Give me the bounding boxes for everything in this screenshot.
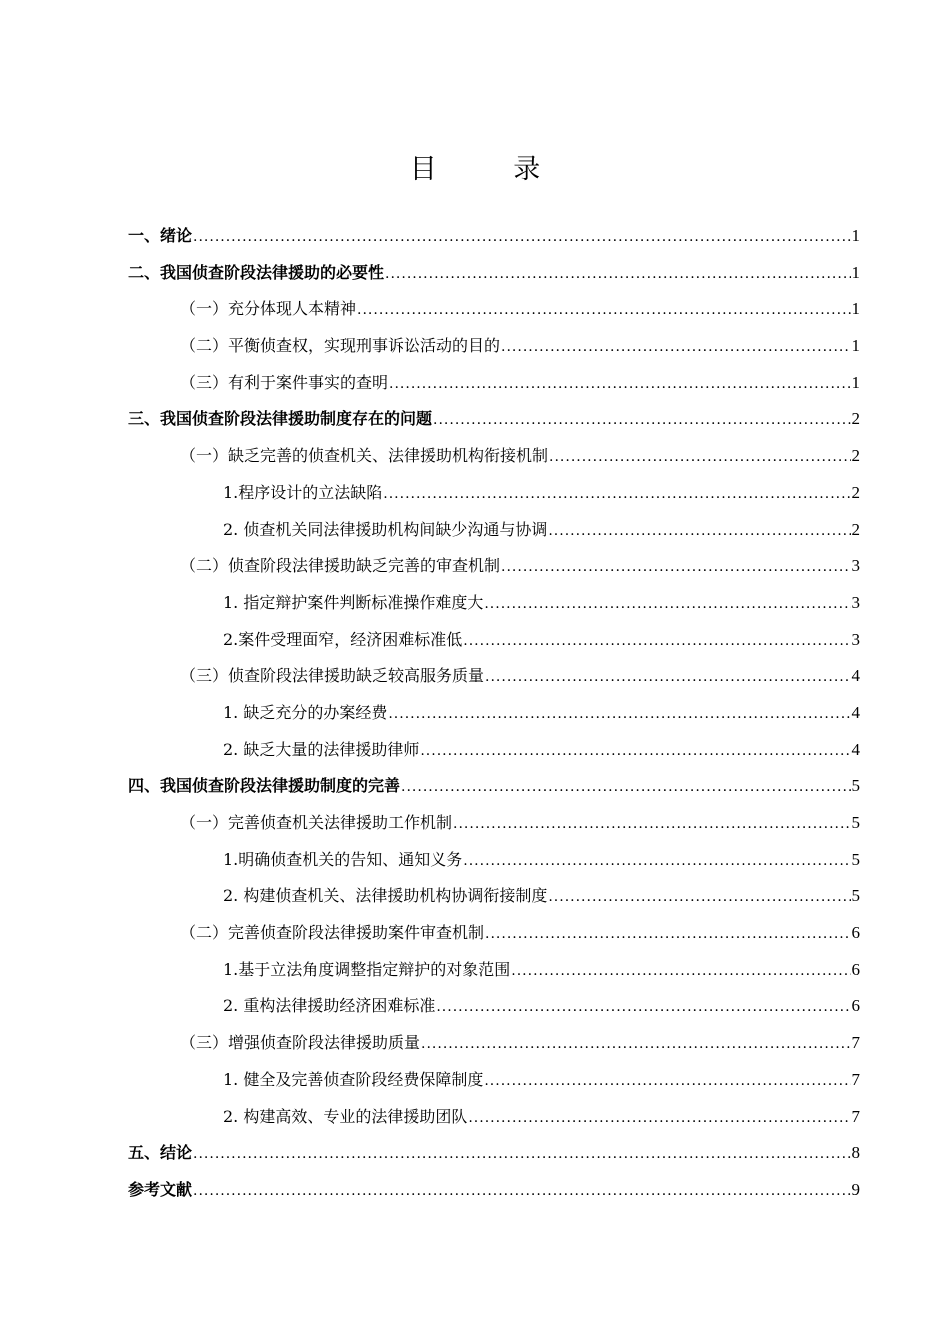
toc-entry-title: （一）缺乏完善的侦查机关、法律援助机构衔接机制 <box>180 446 549 466</box>
toc-entry-title: （一）充分体现人本精神 <box>180 299 357 319</box>
dot-leader <box>548 879 850 916</box>
dot-leader <box>453 806 850 843</box>
toc-entry[interactable] <box>128 695 860 732</box>
toc-entry-title: （二）平衡侦查权，实现刑事诉讼活动的目的 <box>180 336 501 356</box>
toc-entry[interactable] <box>128 438 860 475</box>
toc-entry-title: 2.案件受理面窄，经济困难标准低 <box>223 629 463 649</box>
toc-entry-title: 2. 构建侦查机关、法律援助机构协调衔接制度 <box>223 886 548 906</box>
toc-page-number: 2 <box>851 409 860 429</box>
toc-entry-title: 1.基于立法角度调整指定辩护的对象范围 <box>223 959 511 979</box>
toc-entry-title: 1.明确侦查机关的告知、通知义务 <box>223 849 463 869</box>
toc-page-number: 1 <box>851 262 860 282</box>
toc-entry-title: （三）有利于案件事实的查明 <box>180 372 389 392</box>
toc-entry[interactable] <box>128 585 860 622</box>
toc-entry[interactable] <box>128 365 860 402</box>
toc-entry-title: （三）侦查阶段法律援助缺乏较高服务质量 <box>180 666 485 686</box>
dot-leader <box>436 989 850 1026</box>
dot-leader <box>421 1026 850 1063</box>
toc-page-number: 4 <box>851 739 860 759</box>
toc-entry-title: （二）完善侦查阶段法律援助案件审查机制 <box>180 923 485 943</box>
toc-entry[interactable] <box>128 218 860 255</box>
toc-entry-title: （一）完善侦查机关法律援助工作机制 <box>180 813 453 832</box>
toc-entry-title: 二、我国侦查阶段法律援助的必要性 <box>128 262 385 282</box>
toc-entry[interactable] <box>128 475 860 512</box>
dot-leader <box>463 623 850 660</box>
toc-entry[interactable] <box>128 988 860 1025</box>
page-title: 目 录 <box>409 154 575 185</box>
dot-leader <box>193 219 850 256</box>
toc-entry[interactable] <box>128 512 860 549</box>
dot-leader <box>357 292 850 329</box>
toc-page-number: 3 <box>851 556 860 576</box>
toc-entry[interactable] <box>128 878 860 915</box>
toc-page-number: 5 <box>851 886 860 906</box>
toc-entry[interactable] <box>128 291 860 328</box>
toc-page-number: 2 <box>851 482 860 502</box>
toc-entry-title: 四、我国侦查阶段法律援助制度的完善 <box>128 776 401 796</box>
toc-entry-title: 2. 重构法律援助经济困难标准 <box>223 996 436 1016</box>
toc-entry[interactable] <box>128 1135 860 1172</box>
toc-page-number: 5 <box>851 849 860 869</box>
toc-entry-title: 2. 侦查机关同法律援助机构间缺少沟通与协调 <box>223 519 548 539</box>
toc-page-number: 3 <box>851 592 860 612</box>
toc-entry[interactable] <box>128 548 860 585</box>
toc-page-number: 8 <box>851 1143 860 1163</box>
toc-page-number: 6 <box>851 923 860 943</box>
toc-entry[interactable] <box>128 1062 860 1099</box>
dot-leader <box>388 696 850 733</box>
dot-leader <box>485 916 850 953</box>
table-of-contents <box>128 218 860 1209</box>
toc-page-number: 1 <box>851 336 860 356</box>
dot-leader <box>463 843 850 880</box>
toc-entry[interactable] <box>128 622 860 659</box>
dot-leader <box>193 1136 850 1173</box>
toc-entry[interactable] <box>128 1099 860 1136</box>
dot-leader <box>401 769 850 806</box>
dot-leader <box>389 366 850 403</box>
toc-entry-title: 参考文献 <box>128 1179 193 1199</box>
dot-leader <box>383 476 850 513</box>
toc-page-number: 1 <box>851 299 860 319</box>
dot-leader <box>484 1063 850 1100</box>
dot-leader <box>385 256 850 293</box>
dot-leader <box>468 1100 850 1137</box>
toc-entry-title: 2. 缺乏大量的法律援助律师 <box>223 739 420 759</box>
toc-page-number: 6 <box>851 996 860 1016</box>
toc-page-number: 1 <box>851 372 860 392</box>
toc-entry[interactable] <box>128 658 860 695</box>
toc-entry[interactable] <box>128 915 860 952</box>
dot-leader <box>511 953 850 990</box>
toc-page-number: 2 <box>851 519 860 539</box>
dot-leader <box>433 402 850 439</box>
toc-entry[interactable] <box>128 805 860 842</box>
dot-leader <box>484 586 850 623</box>
dot-leader <box>193 1173 850 1210</box>
toc-page-number: 7 <box>851 1033 860 1053</box>
toc-entry-title: 1. 健全及完善侦查阶段经费保障制度 <box>223 1069 484 1089</box>
toc-entry-title: （二）侦查阶段法律援助缺乏完善的审查机制 <box>180 556 501 576</box>
toc-entry-title: （三）增强侦查阶段法律援助质量 <box>180 1033 421 1053</box>
dot-leader <box>548 513 850 550</box>
dot-leader <box>501 549 850 586</box>
toc-page-number: 4 <box>851 666 860 686</box>
toc-entry[interactable] <box>128 1025 860 1062</box>
toc-page-number: 4 <box>851 702 860 722</box>
toc-entry[interactable] <box>128 255 860 292</box>
toc-entry-title: 2. 构建高效、专业的法律援助团队 <box>223 1106 468 1126</box>
toc-entry[interactable] <box>128 732 860 769</box>
toc-entry[interactable] <box>128 768 860 805</box>
toc-page-number: 7 <box>851 1106 860 1126</box>
toc-page-number: 7 <box>851 1069 860 1089</box>
toc-entry-title: 五、结论 <box>128 1143 193 1163</box>
dot-leader <box>501 329 850 366</box>
toc-entry[interactable] <box>128 1172 860 1209</box>
dot-leader <box>549 439 850 476</box>
toc-entry[interactable] <box>128 401 860 438</box>
toc-page-number: 9 <box>851 1179 860 1199</box>
toc-page-number: 2 <box>851 446 860 466</box>
toc-entry-title: 三、我国侦查阶段法律援助制度存在的问题 <box>128 409 433 429</box>
toc-entry-title: 1. 指定辩护案件判断标准操作难度大 <box>223 592 484 612</box>
dot-leader <box>420 733 850 770</box>
dot-leader <box>485 659 850 696</box>
toc-page-number: 1 <box>851 226 860 245</box>
toc-page-number: 5 <box>851 776 860 796</box>
toc-entry[interactable] <box>128 842 860 879</box>
toc-entry-title: 一、绪论 <box>128 226 193 245</box>
toc-page-number: 3 <box>851 629 860 649</box>
toc-entry-title: 1.程序设计的立法缺陷 <box>223 482 383 502</box>
toc-entry[interactable] <box>128 328 860 365</box>
toc-entry-title: 1. 缺乏充分的办案经费 <box>223 702 388 722</box>
toc-page-number: 5 <box>851 813 860 832</box>
toc-entry[interactable] <box>128 952 860 989</box>
toc-page-number: 6 <box>851 959 860 979</box>
